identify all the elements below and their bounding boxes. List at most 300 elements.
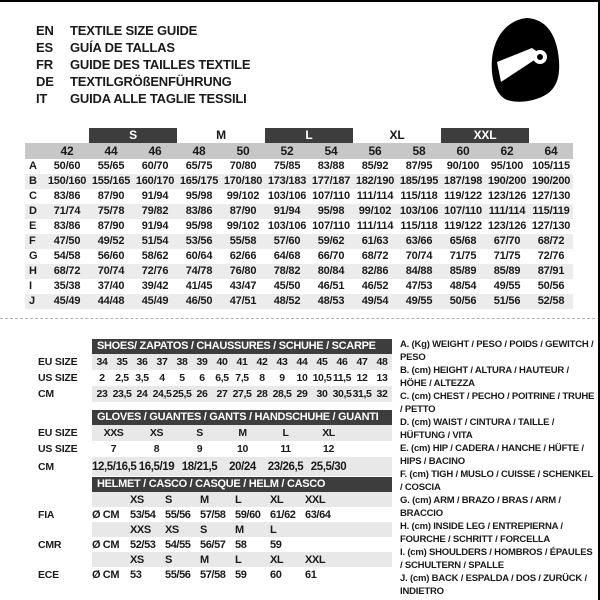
measurement-cell: 170/180 xyxy=(223,175,263,187)
measurement-cell: 95/98 xyxy=(185,190,213,202)
value-cell: 9 xyxy=(279,372,285,384)
measurement-cell: 43/47 xyxy=(229,280,257,292)
size-cell: M xyxy=(200,553,209,566)
value-cell: 8 xyxy=(259,372,265,384)
size-cell: S xyxy=(200,523,207,536)
size-group-label xyxy=(45,128,89,143)
measurement-cell: 71/75 xyxy=(449,250,477,262)
value-cell: 5 xyxy=(179,372,185,384)
measurement-cell: 70/74 xyxy=(97,265,125,277)
row-label: CM xyxy=(38,460,54,473)
shoes-section xyxy=(38,339,392,402)
measurement-cell: 75/78 xyxy=(97,205,125,217)
measurement-cell: 150/160 xyxy=(47,175,87,187)
helmet-standard-row xyxy=(38,537,392,552)
value-cell: M xyxy=(238,427,247,439)
value-cell: 40 xyxy=(216,356,228,368)
measurement-row xyxy=(25,294,573,309)
value-cell: 27,5 xyxy=(232,388,252,400)
size-table-body xyxy=(25,159,573,309)
measurement-cell: 83/86 xyxy=(53,190,81,202)
value-cell: 57/58 xyxy=(200,568,226,581)
size-header-cell: 46 xyxy=(148,144,162,158)
measurement-cell: 87/90 xyxy=(97,220,125,232)
measurement-cell: 74/78 xyxy=(185,265,213,277)
measurement-cell: 56/60 xyxy=(97,250,125,262)
measurement-cell: 48/54 xyxy=(449,280,477,292)
measurement-cell: 123/126 xyxy=(487,220,527,232)
measurement-cell: 127/130 xyxy=(531,190,571,202)
measurement-cell: 48/53 xyxy=(317,295,345,307)
value-cell: 52/53 xyxy=(130,538,156,551)
measurement-row xyxy=(25,249,573,264)
measurement-cell: 115/118 xyxy=(400,220,438,232)
size-header-cell: 60 xyxy=(456,144,470,158)
row-values xyxy=(92,507,392,522)
size-cell: XS xyxy=(130,553,144,566)
measurement-cell: 68/72 xyxy=(53,265,81,277)
measurement-cell: 37/40 xyxy=(97,280,125,292)
measurement-cell: 59/62 xyxy=(317,235,345,247)
measurement-cell: 44/48 xyxy=(97,295,125,307)
measurement-cell: 47/50 xyxy=(53,235,81,247)
standard-label: FIA xyxy=(38,508,55,521)
measurement-row xyxy=(25,264,573,279)
measurement-cell: 45/49 xyxy=(53,295,81,307)
measurement-cell: 119/122 xyxy=(444,220,482,232)
value-cell: 10,5 xyxy=(312,372,332,384)
diameter-label: Ø CM xyxy=(92,538,120,551)
measurement-cell: 61/63 xyxy=(361,235,389,247)
value-cell: 44 xyxy=(296,356,308,368)
value-cell: 43 xyxy=(276,356,288,368)
measurement-cell: 55/58 xyxy=(229,235,257,247)
measurement-cell: 119/122 xyxy=(444,190,482,202)
value-cell: 30,5 xyxy=(332,388,352,400)
shoes-section-title: SHOES/ ZAPATOS / CHAUSSURES / SCHUHE / SCARPE xyxy=(92,339,392,354)
value-cell: 59/60 xyxy=(235,508,261,521)
helmet-size-row xyxy=(38,492,392,507)
measurement-cell: 67/70 xyxy=(493,235,521,247)
value-cell: 45 xyxy=(316,356,328,368)
value-cell: 63/64 xyxy=(305,508,331,521)
size-cell: M xyxy=(200,493,209,506)
measurement-cell: 49/55 xyxy=(493,280,521,292)
measurement-cell: 103/106 xyxy=(267,220,307,232)
value-cell: 12 xyxy=(356,372,368,384)
measurement-cell: 155/165 xyxy=(91,175,131,187)
value-cell: 24,5 xyxy=(152,388,172,400)
measurement-cell: 50/56 xyxy=(537,280,565,292)
language-title: GUÍA DE TALLAS xyxy=(70,40,175,55)
value-cell: 38 xyxy=(176,356,188,368)
language-code: EN xyxy=(36,23,54,38)
size-row xyxy=(38,386,392,402)
size-cell: M xyxy=(235,523,244,536)
value-cell: 42 xyxy=(256,356,268,368)
legend-item: D. (cm) WAIST / CINTURA / TAILLE / HÜFTUNG / VITA xyxy=(400,417,555,441)
size-group-label: M xyxy=(216,128,226,142)
row-values xyxy=(92,537,392,552)
letter-spacer xyxy=(25,143,45,159)
row-values xyxy=(92,552,392,567)
measurement-cell: 35/38 xyxy=(53,280,81,292)
row-values xyxy=(92,354,392,370)
value-cell: 11,5 xyxy=(332,372,352,384)
row-values xyxy=(92,492,392,507)
measurement-cell: 111/114 xyxy=(488,205,526,217)
measurement-cell: 115/119 xyxy=(532,205,570,217)
measurement-cell: 83/88 xyxy=(317,160,345,172)
measurement-cell: 115/118 xyxy=(400,190,438,202)
measurement-cell: 57/60 xyxy=(273,235,301,247)
measurement-cell: 91/94 xyxy=(273,205,301,217)
value-cell: 46 xyxy=(336,356,348,368)
measurement-cell: 41/45 xyxy=(185,280,213,292)
value-cell: 20/24 xyxy=(229,460,256,473)
measurement-cell: 95/98 xyxy=(185,220,213,232)
gloves-section xyxy=(38,410,392,476)
measurement-cell: 87/95 xyxy=(405,160,433,172)
measurement-cell: 71/75 xyxy=(493,250,521,262)
measurement-cell: 103/106 xyxy=(267,190,307,202)
size-group-label xyxy=(529,128,573,143)
language-row xyxy=(36,90,250,107)
value-cell: 48 xyxy=(376,356,388,368)
measurement-cell: 107/110 xyxy=(444,205,482,217)
helmet-size-row xyxy=(38,552,392,567)
measurement-row xyxy=(25,204,573,219)
measurement-cell: 65/68 xyxy=(449,235,477,247)
size-header-cell: 54 xyxy=(324,144,338,158)
value-cell: 60 xyxy=(270,568,282,581)
size-cell: S xyxy=(165,493,172,506)
row-values xyxy=(92,567,392,582)
size-group-label: XL xyxy=(389,128,405,142)
measurement-cell: 75/85 xyxy=(273,160,301,172)
standard-label: ECE xyxy=(38,568,59,581)
value-cell: 8 xyxy=(153,443,160,455)
measurement-cell: 46/52 xyxy=(361,280,389,292)
measurement-row xyxy=(25,159,573,174)
language-title: TEXTILGRÖßENFÜHRUNG xyxy=(70,74,232,89)
language-code: ES xyxy=(36,40,53,55)
measurement-row xyxy=(25,219,573,234)
measurement-cell: 123/126 xyxy=(487,190,527,202)
size-cell: L xyxy=(235,553,242,566)
size-header-cell: 56 xyxy=(368,144,382,158)
legend-item: H. (cm) INSIDE LEG / ENTREPIERNA / FOURCHE / SCHRITT / FORCELLA xyxy=(400,521,563,545)
measurement-cell: 39/42 xyxy=(141,280,169,292)
value-cell: 3,5 xyxy=(135,372,149,384)
measurement-cell: 160/170 xyxy=(135,175,175,187)
value-cell: 23 xyxy=(96,388,108,400)
measurement-cell: 51/54 xyxy=(141,235,169,247)
row-values xyxy=(92,441,392,457)
measurement-cell: 173/183 xyxy=(267,175,307,187)
measurement-cell: 64/68 xyxy=(273,250,301,262)
measurement-row xyxy=(25,234,573,249)
row-values xyxy=(92,425,392,441)
language-code: IT xyxy=(36,91,48,106)
value-cell: 55/56 xyxy=(165,508,191,521)
size-row xyxy=(38,457,392,476)
value-cell: 2,5 xyxy=(115,372,129,384)
measurement-cell: 50/60 xyxy=(53,160,81,172)
helmet-size-row xyxy=(38,522,392,537)
measurement-cell: 111/114 xyxy=(356,220,394,232)
measurement-cell: 52/58 xyxy=(537,295,565,307)
language-title: GUIDE DES TAILLES TEXTILE xyxy=(70,57,251,72)
language-code: FR xyxy=(36,57,53,72)
value-cell: 25,5/30 xyxy=(310,460,347,473)
standard-label: CMR xyxy=(38,538,62,551)
size-group-label: L xyxy=(265,128,353,143)
value-cell: 41 xyxy=(236,356,248,368)
measurement-legend xyxy=(400,338,597,598)
value-cell: 2 xyxy=(99,372,105,384)
textile-size-table xyxy=(25,128,573,309)
size-cell: XL xyxy=(270,493,284,506)
size-cell: XS xyxy=(165,523,179,536)
measurement-cell: 165/175 xyxy=(179,175,219,187)
measurement-cell: 70/74 xyxy=(405,250,433,262)
measurement-cell: 48/52 xyxy=(273,295,301,307)
value-cell: 54/55 xyxy=(165,538,191,551)
value-cell: 11 xyxy=(280,443,291,455)
size-row xyxy=(38,370,392,386)
measurement-cell: 49/52 xyxy=(97,235,125,247)
measurement-cell: 91/94 xyxy=(141,220,169,232)
legend-item: A. (Kg) WEIGHT / PESO / POIDS / GEWITCH / PESO xyxy=(400,339,594,363)
measurement-cell: 45/50 xyxy=(273,280,301,292)
measurement-cell: 46/51 xyxy=(317,280,345,292)
value-cell: 36 xyxy=(136,356,148,368)
measurement-row xyxy=(25,189,573,204)
value-cell: 31,5 xyxy=(352,388,372,400)
value-cell: 10 xyxy=(237,443,248,455)
shoes-rows xyxy=(38,354,392,402)
size-row xyxy=(38,354,392,370)
size-cell: L xyxy=(235,493,242,506)
measurement-cell: 70/80 xyxy=(229,160,257,172)
row-label: US SIZE xyxy=(38,443,78,455)
measurement-cell: 95/98 xyxy=(317,205,345,217)
language-row xyxy=(36,22,250,39)
value-cell: 13 xyxy=(376,372,388,384)
row-letter: C xyxy=(29,190,37,202)
measurement-cell: 190/200 xyxy=(531,175,571,187)
row-values xyxy=(92,370,392,386)
measurement-cell: 185/195 xyxy=(399,175,439,187)
measurement-cell: 60/70 xyxy=(141,160,169,172)
measurement-cell: 85/92 xyxy=(361,160,389,172)
value-cell: 7 xyxy=(110,443,117,455)
value-cell: 26 xyxy=(196,388,208,400)
measurement-cell: 68/72 xyxy=(361,250,389,262)
measurement-cell: 103/106 xyxy=(399,205,439,217)
row-letter: B xyxy=(29,175,37,187)
value-cell: 29 xyxy=(296,388,308,400)
row-letter: G xyxy=(29,250,38,262)
value-cell: XL xyxy=(322,427,335,439)
measurement-cell: 190/200 xyxy=(487,175,527,187)
measurement-cell: 87/90 xyxy=(97,190,125,202)
helmet-section xyxy=(38,477,392,582)
measurement-cell: 105/115 xyxy=(532,160,570,172)
value-cell: 12 xyxy=(323,443,334,455)
size-cell: XL xyxy=(270,553,284,566)
value-cell: XXS xyxy=(103,427,124,439)
value-cell: 30 xyxy=(316,388,328,400)
measurement-cell: 107/110 xyxy=(312,220,350,232)
gloves-section-title: GLOVES / GUANTES / GANTS / HANDSCHUHE / GUANTI xyxy=(92,410,392,425)
value-cell: 59 xyxy=(270,538,282,551)
value-cell: 47 xyxy=(356,356,368,368)
measurement-cell: 99/102 xyxy=(226,220,260,232)
value-cell: 57/58 xyxy=(200,508,226,521)
size-header-cell: 44 xyxy=(104,144,118,158)
row-letter: D xyxy=(29,205,37,217)
measurement-cell: 84/88 xyxy=(405,265,433,277)
measurement-cell: 53/56 xyxy=(185,235,213,247)
diameter-label: Ø CM xyxy=(92,568,120,581)
measurement-cell: 85/89 xyxy=(449,265,477,277)
legend-item: J. (cm) BACK / ESPALDA / DOS / ZURÜCK / INDIETRO xyxy=(400,573,587,597)
row-letter: A xyxy=(29,160,37,172)
measurement-cell: 80/84 xyxy=(317,265,345,277)
measurement-cell: 127/130 xyxy=(531,220,571,232)
value-cell: 53/54 xyxy=(130,508,156,521)
measurement-cell: 49/54 xyxy=(361,295,389,307)
row-values xyxy=(92,386,392,402)
measurement-cell: 87/90 xyxy=(229,205,257,217)
value-cell: 28 xyxy=(256,388,268,400)
value-cell: 23/26,5 xyxy=(267,460,304,473)
measurement-cell: 50/56 xyxy=(449,295,477,307)
legend-item: I. (cm) SHOULDERS / HOMBROS / ÉPAULES / SCHULTERN / SPALLE xyxy=(400,547,593,571)
value-cell: 37 xyxy=(156,356,168,368)
value-cell: 28,5 xyxy=(272,388,292,400)
measurement-cell: 87/91 xyxy=(537,265,565,277)
size-header-cell: 42 xyxy=(60,144,74,158)
measurement-row xyxy=(25,174,573,189)
value-cell: 53 xyxy=(130,568,142,581)
value-cell: 61/62 xyxy=(270,508,296,521)
legend-item: F. (cm) TIGH / MUSLO / CUISSE / SCHENKEL / COSCIA xyxy=(400,469,593,493)
row-letter: I xyxy=(29,280,32,292)
measurement-cell: 68/72 xyxy=(537,235,565,247)
measurement-cell: 79/82 xyxy=(141,205,169,217)
size-header-cell: 64 xyxy=(544,144,558,158)
size-header-cell: 58 xyxy=(412,144,426,158)
measurement-cell: 71/74 xyxy=(53,205,81,217)
row-label: CM xyxy=(38,388,54,400)
language-title: TEXTILE SIZE GUIDE xyxy=(70,23,198,38)
language-row xyxy=(36,73,250,90)
legend-item: C. (cm) CHEST / PECHO / POITRINE / TRUHE / PETTO xyxy=(400,391,595,415)
measurement-cell: 46/50 xyxy=(185,295,213,307)
measurement-cell: 54/58 xyxy=(53,250,81,262)
row-values xyxy=(92,457,392,476)
value-cell: 6,5 xyxy=(215,372,229,384)
size-row xyxy=(38,425,392,441)
value-cell: 58 xyxy=(235,538,247,551)
size-cell: S xyxy=(165,553,172,566)
value-cell: 6 xyxy=(199,372,205,384)
measurement-row xyxy=(25,279,573,294)
helmet-rows xyxy=(38,492,392,582)
measurement-cell: 182/190 xyxy=(355,175,395,187)
value-cell: 56/57 xyxy=(200,538,226,551)
size-group-row xyxy=(25,128,573,143)
section-divider xyxy=(0,318,600,319)
measurement-cell: 99/102 xyxy=(226,190,260,202)
measurement-cell: 72/76 xyxy=(141,265,169,277)
measurement-cell: 58/62 xyxy=(141,250,169,262)
measurement-cell: 95/100 xyxy=(490,160,524,172)
size-header-cell: 48 xyxy=(192,144,206,158)
value-cell: 55/56 xyxy=(165,568,191,581)
measurement-cell: 47/53 xyxy=(405,280,433,292)
value-cell: 10 xyxy=(296,372,308,384)
size-row xyxy=(38,441,392,457)
measurement-cell: 55/65 xyxy=(97,160,125,172)
size-group-label: XXL xyxy=(441,128,529,143)
value-cell: 59 xyxy=(235,568,247,581)
row-letter: E xyxy=(29,220,37,232)
language-title: GUIDA ALLE TAGLIE TESSILI xyxy=(70,91,247,106)
row-label: EU SIZE xyxy=(38,356,78,368)
helmet-icon xyxy=(487,15,565,107)
size-header-cell: 50 xyxy=(236,144,250,158)
language-row xyxy=(36,39,250,56)
helmet-standard-row xyxy=(38,567,392,582)
legend-item: G. (cm) ARM / BRAZO / BRAS / ARM / BRACCIO xyxy=(400,495,561,519)
helmet-section-title: HELMET / CASCO / CASQUE / HELM / CASCO xyxy=(92,477,392,492)
value-cell: 24 xyxy=(136,388,148,400)
measurement-cell: 66/70 xyxy=(317,250,345,262)
measurement-cell: 72/76 xyxy=(537,250,565,262)
measurement-cell: 60/64 xyxy=(185,250,213,262)
measurement-cell: 99/102 xyxy=(358,205,392,217)
measurement-cell: 49/55 xyxy=(405,295,433,307)
value-cell: 4 xyxy=(159,372,165,384)
measurement-cell: 47/51 xyxy=(229,295,257,307)
size-cell: XS xyxy=(130,493,144,506)
value-cell: 34 xyxy=(96,356,108,368)
measurement-cell: 45/49 xyxy=(141,295,169,307)
diameter-label: Ø CM xyxy=(92,508,120,521)
size-header-cell: 62 xyxy=(500,144,514,158)
value-cell: L xyxy=(282,427,289,439)
value-cell: 61 xyxy=(305,568,317,581)
helmet-standard-row xyxy=(38,507,392,522)
row-label: US SIZE xyxy=(38,372,78,384)
value-cell: 16,5/19 xyxy=(138,460,175,473)
measurement-cell: 83/86 xyxy=(185,205,213,217)
value-cell: S xyxy=(196,427,203,439)
value-cell: 23,5 xyxy=(112,388,132,400)
value-cell: 12,5/16,5 xyxy=(92,460,137,473)
measurement-cell: 78/82 xyxy=(273,265,301,277)
gloves-rows xyxy=(38,425,392,476)
value-cell: 39 xyxy=(196,356,208,368)
measurement-cell: 76/80 xyxy=(229,265,257,277)
value-cell: 25,5 xyxy=(172,388,192,400)
measurement-cell: 83/86 xyxy=(53,220,81,232)
measurement-cell: 90/100 xyxy=(446,160,480,172)
